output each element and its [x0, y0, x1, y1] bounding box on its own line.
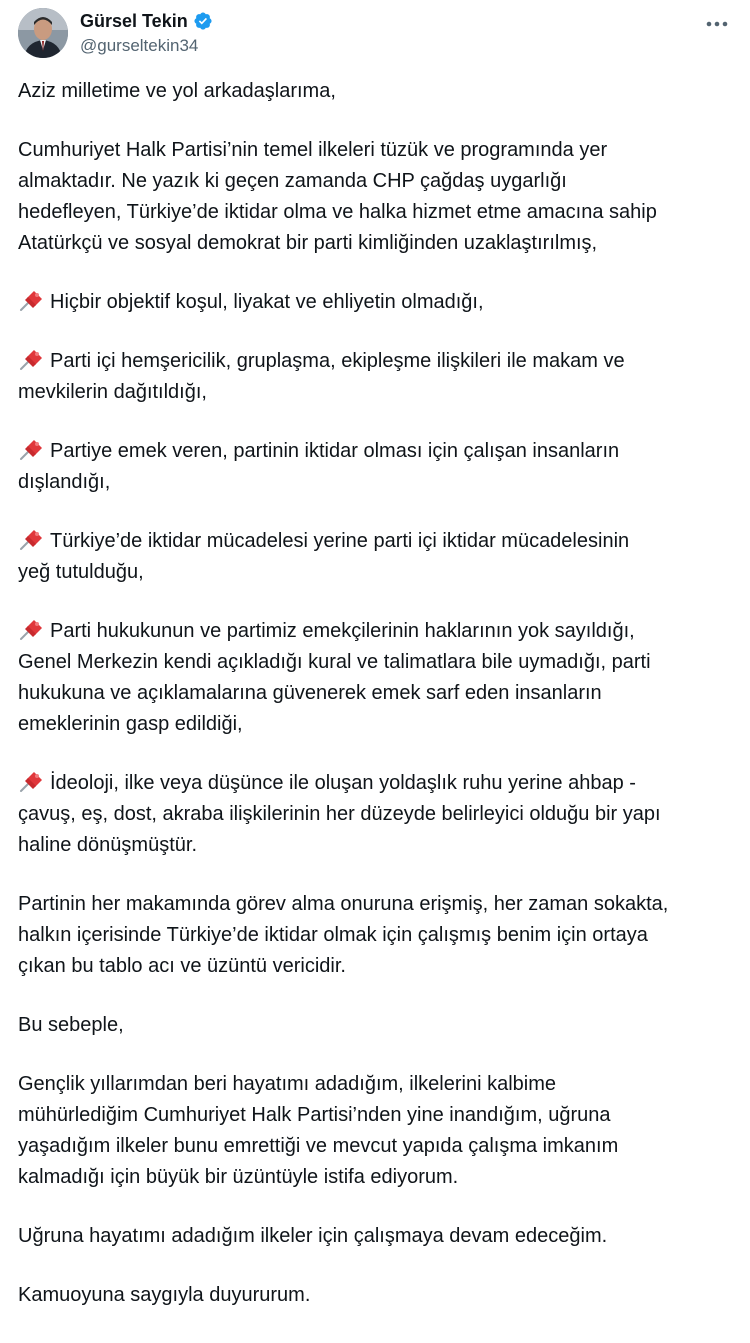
pushpin-icon	[18, 528, 44, 550]
pinned-item-1-text: Hiçbir objektif koşul, liyakat ve ehliyetin olmadığı,	[50, 291, 484, 313]
author-info	[80, 9, 213, 56]
pinned-item-2	[18, 346, 732, 408]
pinned-item-1	[18, 287, 732, 318]
tweet-body	[18, 76, 732, 1339]
pinned-item-3-text: Partiye emek veren, partinin iktidar olması için çalışan insanların dışlandığı,	[18, 440, 620, 493]
pushpin-icon	[18, 289, 44, 311]
pinned-item-5-text: Parti hukukunun ve partimiz emekçilerinin haklarının yok sayıldığı, Genel Merkezin kendi açıkladığı kural ve talimatlara bile uymadığı, parti hukukuna ve açıklamalarına güvenerek emek sarf eden insanların emeklerinin gasp edildiği,	[18, 620, 651, 735]
avatar-image	[18, 8, 68, 58]
pushpin-icon	[18, 348, 44, 370]
pinned-item-6-text: İdeoloji, ilke veya düşünce ile oluşan yoldaşlık ruhu yerine ahbap - çavuş, eş, dost, akraba ilişkilerinin her düzeyde belirleyici olduğu bir yapı haline dönüşmüştür.	[18, 772, 661, 856]
author-name[interactable]: Gürsel Tekin	[80, 10, 188, 31]
author-handle[interactable]: @gurseltekin34	[80, 36, 199, 55]
paragraph-closing: Kamuoyuna saygıyla duyururum.	[18, 1284, 311, 1306]
pushpin-icon	[18, 770, 44, 792]
name-row	[80, 9, 213, 33]
pinned-item-6	[18, 768, 732, 861]
more-options-button[interactable]	[702, 12, 732, 36]
paragraph-intro: Cumhuriyet Halk Partisi’nin temel ilkeleri tüzük ve programında yer almaktadır. Ne yazık ki geçen zamanda CHP çağdaş uygarlığı hedefleyen, Türkiye’de iktidar olma ve halka hizmet etme amacına sahip Atatürkçü ve sosyal demokrat bir parti kimliğinden uzaklaştırılmış,	[18, 139, 657, 254]
pinned-item-5	[18, 616, 732, 740]
paragraph-reflection: Partinin her makamında görev alma onuruna erişmiş, her zaman sokakta, halkın içerisinde Türkiye’de iktidar olmak için çalışmış benim için ortaya çıkan bu tablo acı ve üzüntü vericidir.	[18, 893, 669, 977]
pinned-item-3	[18, 436, 732, 498]
more-options-icon	[706, 21, 728, 27]
pinned-item-4-text: Türkiye’de iktidar mücadelesi yerine parti içi iktidar mücadelesinin yeğ tutulduğu,	[18, 530, 630, 583]
paragraph-resignation: Gençlik yıllarımdan beri hayatımı adadığım, ilkelerini kalbime mühürlediğim Cumhuriyet Halk Partisi’nden yine inandığım, uğruna yaşadığım ilkeler bunu emrettiği ve mevcut yapıda çalışma imkanım kalmadığı için büyük bir üzüntüyle istifa ediyorum.	[18, 1073, 619, 1188]
pushpin-icon	[18, 618, 44, 640]
pinned-item-4	[18, 526, 732, 588]
pushpin-icon	[18, 438, 44, 460]
avatar[interactable]	[18, 8, 68, 58]
verified-badge-icon[interactable]	[193, 11, 213, 31]
tweet-header	[18, 8, 732, 60]
paragraph-continue: Uğruna hayatımı adadığım ilkeler için çalışmaya devam edeceğim.	[18, 1225, 608, 1247]
paragraph-greeting: Aziz milletime ve yol arkadaşlarıma,	[18, 80, 336, 102]
paragraph-reason: Bu sebeple,	[18, 1014, 124, 1036]
pinned-item-2-text: Parti içi hemşericilik, gruplaşma, ekipleşme ilişkileri ile makam ve mevkilerin dağıtıldığı,	[18, 350, 625, 403]
